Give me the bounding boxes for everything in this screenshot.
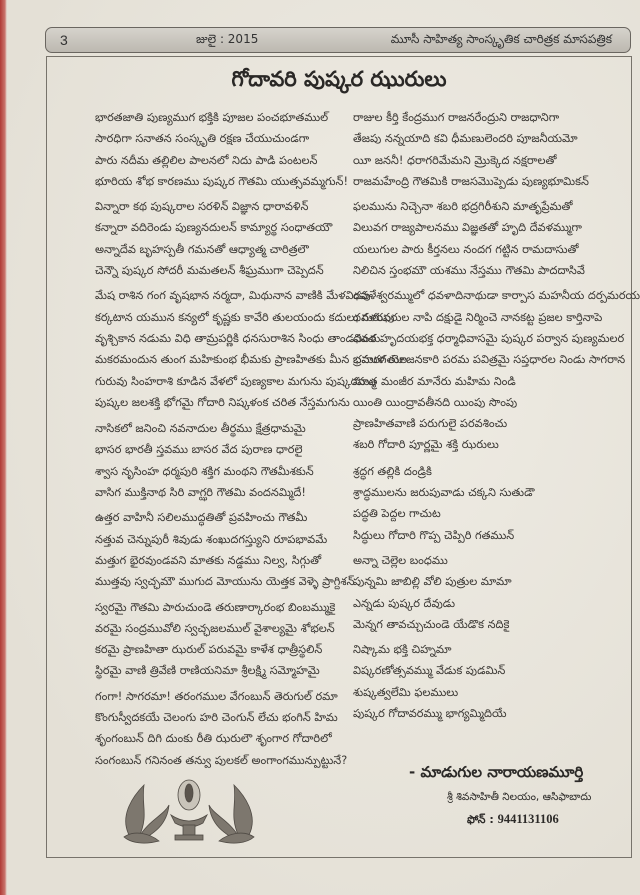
poem-line: మాత మంజీర మానేరు మహిమ నిండి (353, 374, 516, 388)
poem-line: శ్రాద్ధములను జరుపువాడు చక్కని సుతుడౌ (353, 486, 535, 500)
poem-line: నిలిచిన స్తంభమౌ యశము నేస్తము గౌతమి పాదదాసివే (353, 264, 585, 278)
page-edge (0, 0, 7, 895)
right-column (353, 107, 640, 728)
poem-line: ధవళేశ్వరమ్ములో ధవళాదినాథుడా కార్పాస మహనీయ దర్పమరయ (353, 289, 640, 303)
poem-line: ఉత్తర వాహినీ సలిలముద్ధతితో ప్రవహించు గౌతమీ (95, 511, 308, 525)
poem-line: విష్కరణోత్సవమ్ము వేడుక పుడమిన్ (353, 664, 506, 678)
poem-stanza (353, 461, 640, 546)
poem-line: యింతి యింద్రావతీనది యింపు సొంపు (353, 395, 518, 409)
poem-line: సారధిగా సనాతన సంస్కృతి రక్షణ చేయుచుండగా (95, 132, 310, 146)
poem-line: ధవళ హృదయభక్త ధర్మాధివాసమై పుష్కర పర్వాన పుణ్యమలర (353, 331, 625, 345)
poem-line: శుష్కత్వలేమి ఫలములు (353, 685, 459, 699)
poem-line: యలుగుల పారు కీర్తనలు నందగ గట్టిన రామదాసుతో (353, 242, 579, 256)
poem-line: ధవళఝరుల నాపి దక్షుడై నిర్మించె నానకట్ట ప్రజల కార్తినాపె (353, 310, 603, 324)
author-address: శ్రీ శివసాహితీ నిలయం, ఆసిఫాబాదు (447, 791, 592, 803)
author-name: - మాడుగుల నారాయణమూర్తి (409, 763, 584, 781)
poem-line: వృశ్చికాన నడుమ విధి తామ్రపర్ణికి ధనసురాశిన సింధు తాండవించు (95, 331, 381, 345)
poem-line: పున్నమి జాబిల్లి వోలి పుత్రుల మామా (353, 575, 512, 589)
poem-line: భాసర భారతీ స్తవము బాసర వేద పురాణ ధారలై (95, 443, 303, 457)
page-header (45, 27, 631, 53)
poem-line: అన్నా చెల్లెల బంధము (353, 553, 448, 567)
poem-line: చెన్నౌ పుష్కర సోదరీ మమతలన్ శీఘ్రముగా చెప్పెదన్ (95, 264, 324, 278)
issue-date: జులై : 2015 (196, 31, 259, 46)
poem-line: శబరి గోదారి పూర్ణమై శక్తి ఝరులు (353, 438, 499, 452)
poem-line: గంగా! సాగరమా! తరంగముల వేగంబున్ తెరుగుల్ రమా (95, 689, 338, 703)
phone-label: ఫోన్ : (467, 813, 494, 826)
poem-stanza (353, 196, 640, 281)
poem-line: కరమై ప్రాణహితా ఝరుల్ పరువమై కాళేశ ధాత్రీస్థలిన్ (95, 643, 323, 657)
poem-line: వరమై సంద్రమువోలి స్వచ్ఛజలముల్ వైశాల్యమై శోభలన్ (95, 621, 335, 635)
article-box (46, 56, 640, 858)
page (7, 0, 640, 895)
poem-line: వాసిగ ముక్తినాథ సిరి వాగ్ఝరి గౌతమి వందనమ్మిదే! (95, 486, 306, 500)
poem-line: కొంగుస్వీదకయే చెలంగు హరి చెంగున్ లేచు భంగిన్ హిమ (95, 711, 338, 725)
poem-line: సిద్ధులు గోదారి గొప్ప చెప్పిరి గతమున్ (353, 528, 515, 542)
poem-line: నత్తువ చెన్నుపురీ శివుడు శంఖుదగస్త్యుని రూపభావమే (95, 532, 328, 546)
poem-line: మత్తుగ భైరవుండవని మాతకు నడ్డము నిల్వ, సిగ్గుతో (95, 553, 322, 567)
poem-line: శృంగంబున్ దిగి దుంకు రీతి ఝరులౌ శృంగార గోదారిలో (95, 732, 332, 746)
poem-line: శ్రద్ధగ తల్లికి దండ్రికి (353, 464, 432, 478)
poem-line: పుష్కర గోదావరమ్ము భాగ్యమ్మిదియే (353, 707, 507, 721)
lamp-flower-ornament-icon (119, 775, 259, 847)
poem-line: రాజుల కీర్తి కేంద్రముగ రాజనరేంద్రుని రాజధానిగా (353, 111, 560, 124)
poem-line: పారు నదీమ తల్లిలిల పాలనలో నిదు పాడి పంటలన్ (95, 153, 318, 167)
poem-line: స్థిరమై వాణి త్రివేణి రాణియనిమా శ్రీలక్ష్మి సమ్మోహమై (95, 664, 320, 678)
author-phone (467, 812, 591, 829)
article-title: గోదావరి పుష్కర ఝురులు (231, 67, 447, 91)
poem-line: భూరియ శోభ కారణము పుష్కర గౌతమి యుత్సవమ్మగున్! (95, 174, 348, 188)
page-number: 3 (60, 32, 68, 48)
poem-stanza (353, 107, 640, 192)
author-signature (405, 763, 591, 829)
poem-line: మేష రాశిన గంగ వృషభాన నర్మదా, మిథునాన వాణికి మేళవింపు (95, 289, 371, 303)
poem-line: ఎన్నడు పుష్కర దేవుడు (353, 596, 456, 610)
poem-line: తేజపు నన్నయాది కవి ధీమణులెందరి పూజనీయమో (353, 132, 578, 146)
poem-line: నాసికలో జనించి నవనాదుల తీర్థము క్షేత్రధామమై (95, 422, 306, 436)
magazine-name: మూసీ సాహిత్య సాంస్కృతిక చారిత్రక మాసపత్రిక (390, 31, 612, 46)
poem-line: విలువగ రాజ్యపాలనము విజ్ఞతతో హృది దేవళమ్ముగా (353, 221, 582, 235)
phone-number: 9441131106 (497, 812, 559, 826)
poem-line: భారతజాతి పుణ్యముగ భక్తికి పూజల పంచభూతముల్ (95, 111, 329, 124)
poem-stanza (353, 285, 640, 455)
poem-stanza (353, 550, 640, 635)
poem-line: యీ జననీ! ధరాగరిమేమని మ్రొక్కెద నక్షరాలతో (353, 153, 557, 167)
poem-line: ముత్తవు స్వచ్ఛమౌ ముగుద మోయును యెత్తక వెళ్ళె ప్రాగ్దిశన్ (95, 575, 355, 589)
poem-line: పుష్కల జలశక్తి భోగమై గోదారి నిష్కళంక చరిత నేస్తమగును (95, 395, 350, 409)
poem-stanza (353, 639, 640, 724)
poem-line: నిష్కామ భక్తి చిహ్నమా (353, 643, 452, 657)
poem-line: అన్నాదేవ బృహస్పతీ గమనతో ఆధ్యాత్మ చారిత్రలౌ (95, 242, 309, 256)
poem-line: ప్రాణహితవాణి పరుగులై పరవశించు (353, 417, 508, 431)
poem-line: గురువు సింహరాశి కూడిన వేళలో పుణ్యకాల మగును పుష్కరమ్ము (95, 374, 376, 388)
poem-line: కన్నారా వదిరెండు పుణ్యనదులన్ కామ్యార్థ సంధాతయౌ (95, 221, 333, 235)
poem-line: బహుళ యోజనకారి పరమ పవిత్రమై సప్తధారల నిండు సాగరాన (353, 353, 626, 367)
poem-line: శ్వాస నృసింహ ధర్మపురి శక్తిగ మంథని గౌతమీశకున్ (95, 464, 314, 478)
poem-line: పద్ధతి పెద్దల గాచుట (353, 507, 441, 521)
poem-line: కర్కటాన యమున కన్యలో కృష్ణకు కావేరి తులయందు కదులు గురువు (95, 310, 395, 324)
poem-line: ఫలమును నిచ్చెనా శబరి భద్రగిరీశుని మాతృప్రేమతో (353, 200, 573, 214)
poem-line: రాజమహేంద్రి గౌతమికి రాజసమొప్పెడు పుణ్యభూమికన్ (353, 174, 589, 188)
poem-line: స్వరమై గౌతమి పారుచుండె తరుణార్కారంభ బింబమ్ముకై (95, 600, 336, 614)
poem-line: విన్నారా కథ పుష్కరాల సరళిన్ విజ్ఞాన ధారావళిన్ (95, 200, 309, 214)
poem-line: మెన్నగ తావచ్చుచుండె యేడొక నదికై (353, 617, 510, 631)
poem-line: సంగంబున్ గనినంత తన్వు పులకల్ అంగాంగమున్పుట్టునే? (95, 753, 348, 767)
poem-line: మకరమందున తుంగ మహికుంభ భీమకు ప్రాణహితకు మీన భ్రమరగతుల (95, 353, 408, 367)
